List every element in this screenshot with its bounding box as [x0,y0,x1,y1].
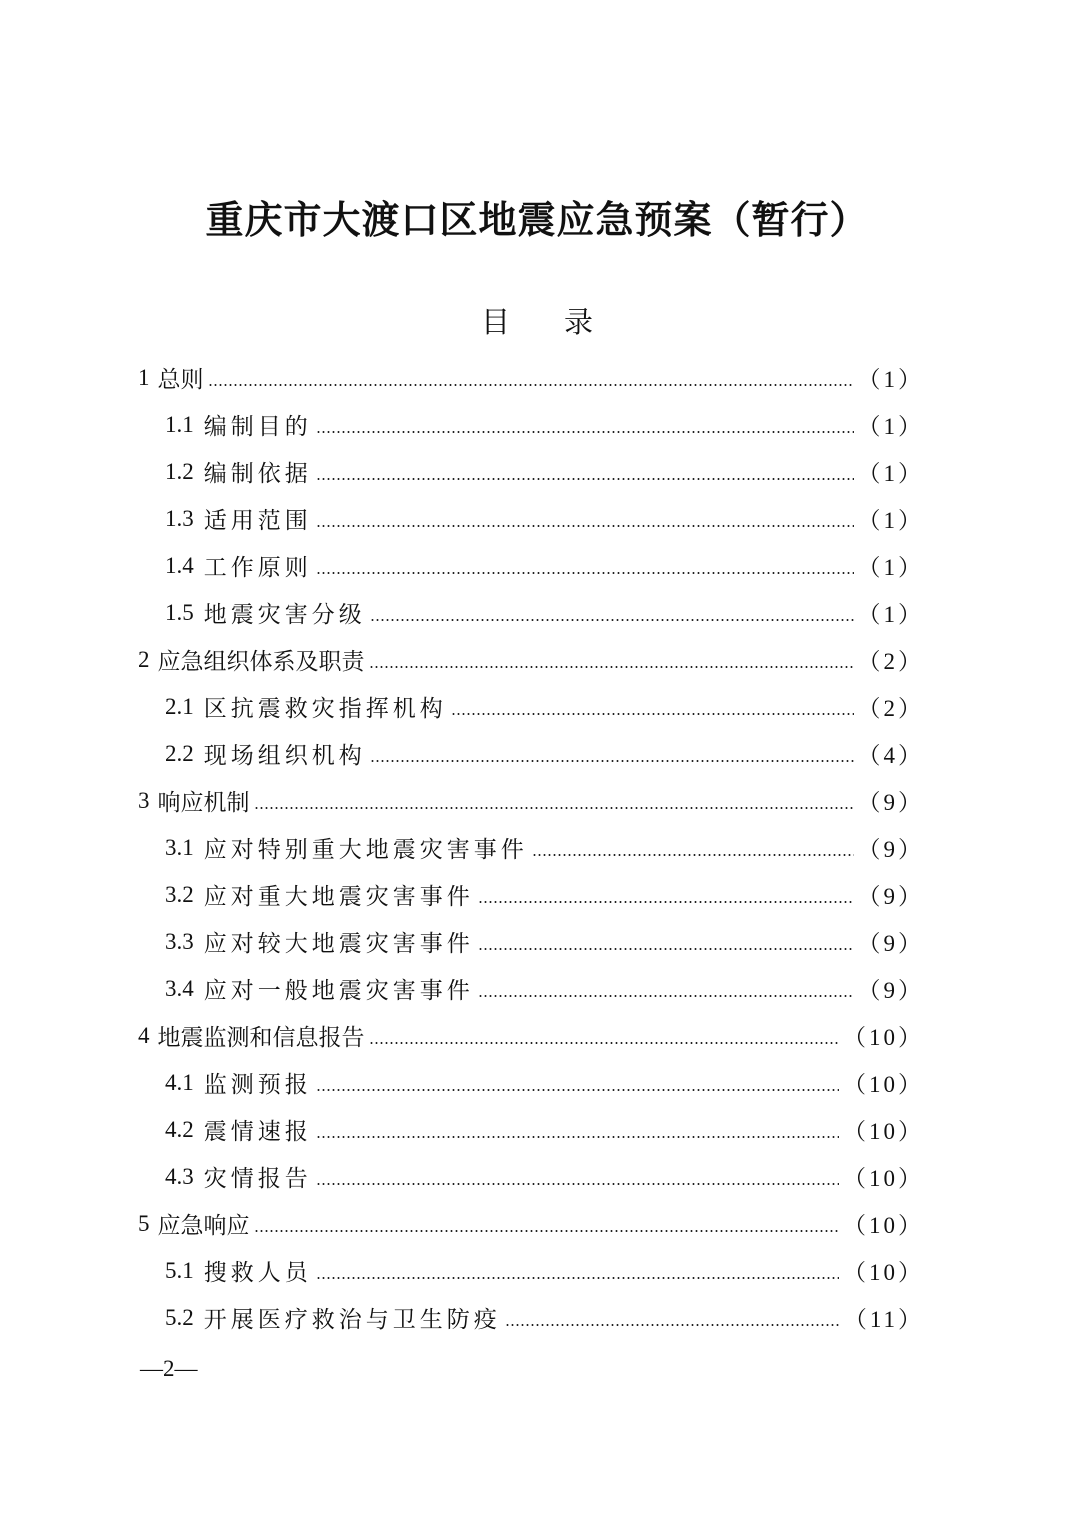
toc-entry-label: 监测预报 [203,1072,312,1098]
toc-heading-left: 目 [480,305,510,339]
toc-entry[interactable] [165,542,924,589]
toc-entry-number: 4.3 [165,1163,194,1189]
toc-entry[interactable] [165,730,924,777]
document-title: 重庆市大渡口区地震应急预案（暂行） [205,197,869,242]
toc-entry[interactable] [165,1247,924,1294]
dot-leader [478,984,854,998]
dot-leader [254,1219,840,1233]
toc-entry-number: 2 [138,646,150,672]
toc-entry[interactable] [165,965,924,1012]
toc-entry-number: 3.2 [165,881,194,907]
toc-entry-number: 1.5 [165,599,194,625]
toc-entry-label: 编制依据 [203,461,312,487]
toc-entry-number: 5.1 [165,1257,194,1283]
toc-entry-label: 应急响应 [157,1213,250,1239]
dot-leader [316,561,854,575]
toc-entry-number: 3.4 [165,975,194,1001]
toc-entry-page: （9） [857,884,924,909]
toc-entry-page: （9） [857,790,924,815]
toc-entry-page: （1） [857,602,924,627]
toc-entry-label: 应对重大地震灾害事件 [203,884,474,910]
dot-leader [316,514,854,528]
toc-entry-label: 区抗震救灾指挥机构 [203,696,447,722]
toc-entry-page: （10） [843,1119,924,1144]
toc-entry-page: （10） [843,1025,924,1050]
toc-entry-page: （1） [857,508,924,533]
toc-entry[interactable] [165,918,924,965]
dot-leader [316,467,854,481]
toc-entry[interactable] [165,1106,924,1153]
toc-entry-label: 地震监测和信息报告 [157,1025,365,1051]
toc-entry-page: （1） [857,555,924,580]
toc-entry-label: 搜救人员 [203,1260,312,1286]
toc-entry[interactable] [165,448,924,495]
toc-entry-label: 应对一般地震灾害事件 [203,978,474,1004]
toc-entry-page: （9） [857,931,924,956]
toc-entry-label: 编制目的 [203,414,312,440]
toc-entry-label: 现场组织机构 [203,743,366,769]
toc-entry-number: 3.3 [165,928,194,954]
toc-entry-page: （4） [857,743,924,768]
dot-leader [316,1125,839,1139]
toc-entry-number: 1 [138,364,150,390]
toc-entry-label: 开展医疗救治与卫生防疫 [203,1307,501,1333]
page-number-footer: —2— [140,1356,198,1381]
toc-entry[interactable] [138,1200,924,1247]
toc-entry-label: 响应机制 [157,790,250,816]
toc-heading-right: 录 [564,305,594,339]
toc-entry[interactable] [165,824,924,871]
toc-entry-number: 2.1 [165,693,194,719]
toc-entry-page: （10） [843,1213,924,1238]
toc-entry-page: （10） [843,1072,924,1097]
toc-entry-number: 1.1 [165,411,194,437]
dot-leader [369,1031,840,1045]
toc-entry[interactable] [165,871,924,918]
dot-leader [316,1266,839,1280]
toc-entry-page: （9） [857,837,924,862]
toc-entry-label: 应对特别重大地震灾害事件 [203,837,528,863]
dot-leader [505,1313,840,1327]
dot-leader [532,843,854,857]
dot-leader [478,937,854,951]
toc-entry[interactable] [165,401,924,448]
toc-entry-label: 应对较大地震灾害事件 [203,931,474,957]
dot-leader [254,796,854,810]
dot-leader [370,608,854,622]
toc-entry-number: 3.1 [165,834,194,860]
dot-leader [208,373,854,387]
toc-entry-number: 5.2 [165,1304,194,1330]
toc-entry[interactable] [165,1059,924,1106]
toc-entry-number: 4.1 [165,1069,194,1095]
toc-entry-label: 应急组织体系及职责 [157,649,365,675]
toc-entry[interactable] [138,354,924,401]
toc-entry[interactable] [138,777,924,824]
toc-entry[interactable] [165,1294,924,1341]
toc-entry-page: （10） [843,1260,924,1285]
dot-leader [316,1172,839,1186]
toc-entry[interactable] [165,495,924,542]
toc-entry-number: 1.2 [165,458,194,484]
dot-leader [316,420,854,434]
toc-entry-number: 1.4 [165,552,194,578]
toc-entry-page: （2） [857,696,924,721]
toc-entry-page: （2） [857,649,924,674]
toc-entry-page: （1） [857,367,924,392]
toc-entry-number: 4 [138,1022,150,1048]
toc-entry-label: 震情速报 [203,1119,312,1145]
toc-entry[interactable] [165,589,924,636]
toc-entry-page: （11） [843,1307,924,1332]
toc-entry-page: （10） [843,1166,924,1191]
dot-leader [451,702,854,716]
toc-entry[interactable] [138,636,924,683]
dot-leader [316,1078,839,1092]
toc-entry-label: 适用范围 [203,508,312,534]
dot-leader [369,655,854,669]
toc-entry-number: 2.2 [165,740,194,766]
toc-entry[interactable] [165,1153,924,1200]
toc-entry-label: 地震灾害分级 [203,602,366,628]
toc-entry-number: 4.2 [165,1116,194,1142]
toc-entry-label: 总则 [157,367,204,393]
toc-entry-number: 3 [138,787,150,813]
toc-heading [0,300,1074,344]
dot-leader [478,890,854,904]
toc-entry-page: （1） [857,414,924,439]
toc-entry-page: （9） [857,978,924,1003]
toc-entry-page: （1） [857,461,924,486]
dot-leader [370,749,854,763]
toc-entry-label: 工作原则 [203,555,312,581]
toc-entry-number: 5 [138,1210,150,1236]
toc-entry-label: 灾情报告 [203,1166,312,1192]
toc-entry-number: 1.3 [165,505,194,531]
toc-entry[interactable] [165,683,924,730]
toc-entry[interactable] [138,1012,924,1059]
